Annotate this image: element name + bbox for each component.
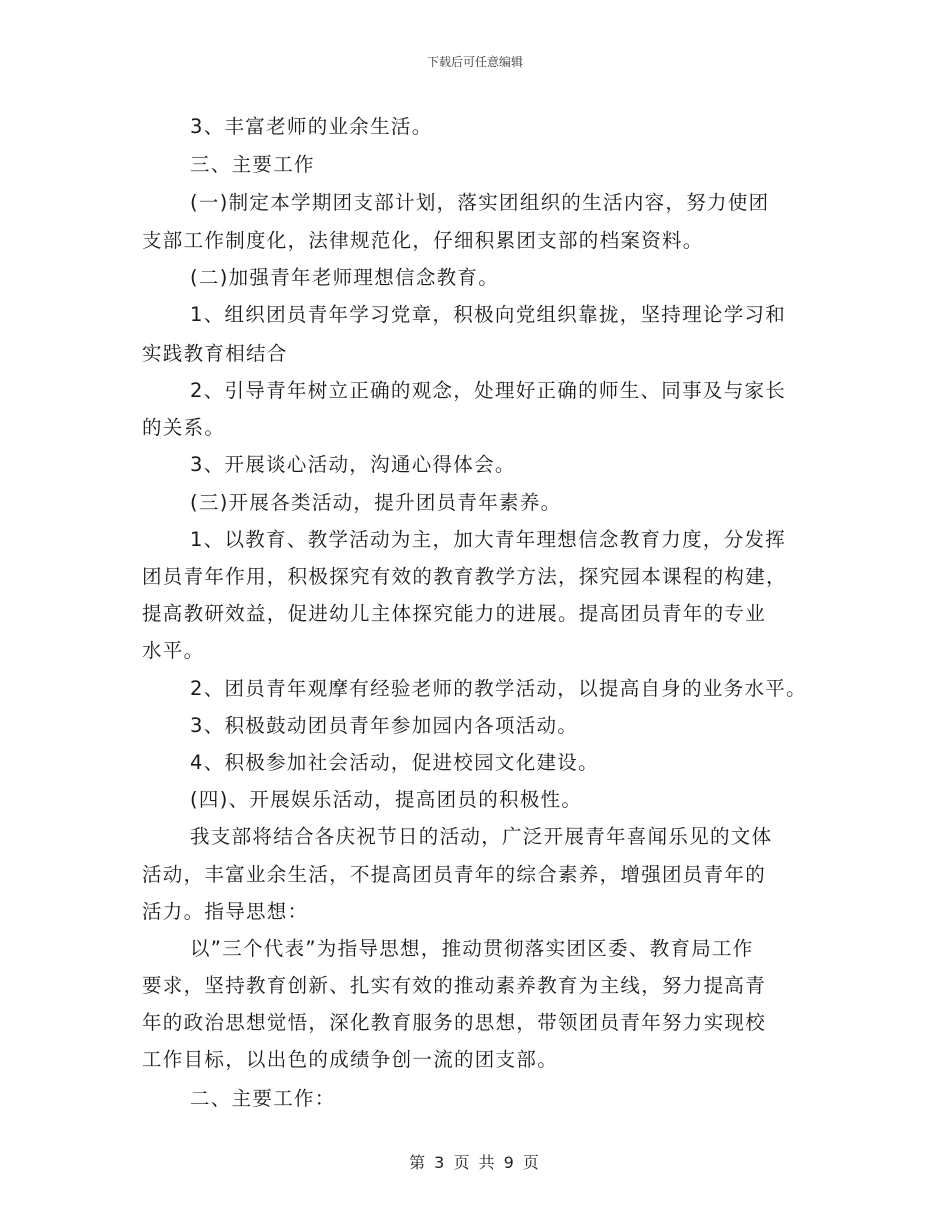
paragraph-line: 支部工作制度化，法律规范化，仔细积累团支部的档案资料。 [142, 229, 704, 252]
paragraph-line: 2、团员青年观摩有经验老师的教学活动，以提高自身的业务水平。 [190, 677, 807, 700]
paragraph-line: (三)开展各类活动，提升团员青年素养。 [190, 491, 562, 514]
paragraph-line: 提高教研效益，促进幼儿主体探究能力的进展。提高团员青年的专业 [142, 602, 767, 625]
paragraph-line: (二)加强青年老师理想信念教育。 [190, 266, 500, 289]
paragraph-line: 实践教育相结合 [142, 342, 288, 365]
paragraph-line: 的关系。 [142, 416, 226, 439]
paragraph-line: 年的政治思想觉悟，深化教育服务的思想，带领团员青年努力实现校 [142, 1011, 767, 1034]
paragraph-line: 水平。 [142, 639, 205, 662]
paragraph-line: 工作目标，以出色的成绩争创一流的团支部。 [142, 1048, 559, 1071]
paragraph-line: 要求，坚持教育创新、扎实有效的推动素养教育为主线，努力提高青 [142, 974, 767, 997]
paragraph-line: 活动，丰富业余生活，不提高团员青年的综合素养，增强团员青年的 [142, 863, 767, 886]
paragraph-line: (四)、开展娱乐活动，提高团员的积极性。 [190, 788, 583, 811]
page-number: 第 3 页 共 9 页 [409, 1153, 541, 1172]
section-heading: 三、主要工作 [190, 153, 315, 176]
paragraph-line: 活力。指导思想： [142, 900, 309, 923]
paragraph-line: (一)制定本学期团支部计划，落实团组织的生活内容，努力使团 [190, 191, 770, 214]
paragraph-line: 1、组织团员青年学习党章，积极向党组织靠拢，坚持理论学习和 [190, 303, 787, 326]
paragraph-line: 我支部将结合各庆祝节日的活动，广泛开展青年喜闻乐见的文体 [190, 825, 773, 848]
paragraph-line: 3、积极鼓动团员青年参加园内各项活动。 [190, 714, 579, 737]
paragraph-line: 以”三个代表”为指导思想，推动贯彻落实团区委、教育局工作 [190, 937, 754, 960]
paragraph-line: 3、丰富老师的业余生活。 [190, 115, 433, 138]
paragraph-line: 1、以教育、教学活动为主，加大青年理想信念教育力度，分发挥 [190, 528, 787, 551]
paragraph-line: 2、引导青年树立正确的观念，处理好正确的师生、同事及与家长 [190, 379, 787, 402]
page-header: 下载后可任意编辑 [426, 55, 523, 69]
paragraph-line: 4、积极参加社会活动，促进校园文化建设。 [190, 751, 599, 774]
paragraph-line: 团员青年作用，积极探究有效的教育教学方法，探究园本课程的构建， [142, 565, 787, 588]
section-heading: 二、主要工作： [190, 1087, 336, 1110]
paragraph-line: 3、开展谈心活动，沟通心得体会。 [190, 453, 516, 476]
